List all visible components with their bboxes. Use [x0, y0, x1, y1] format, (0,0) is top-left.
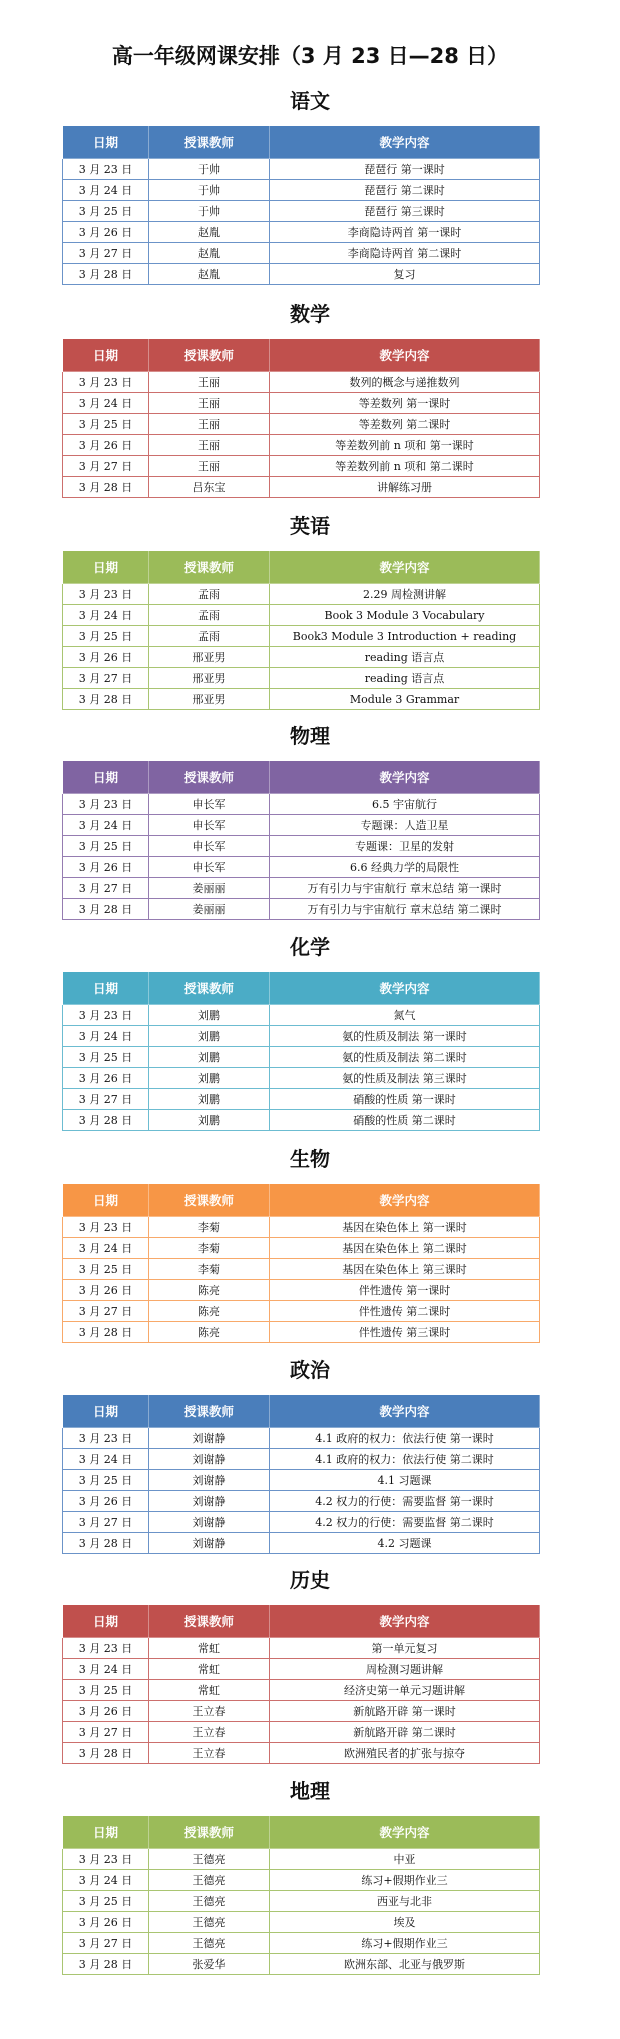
cell-date: 3 月 23 日 [63, 584, 149, 605]
cell-teacher: 赵胤 [149, 264, 270, 285]
cell-date: 3 月 27 日 [63, 1301, 149, 1322]
cell-content: 专题课：人造卫星 [270, 815, 540, 836]
cell-content: 埃及 [270, 1912, 540, 1933]
header-teacher: 授课教师 [149, 339, 270, 372]
schedule-table [62, 550, 540, 710]
table-header-row [63, 1184, 540, 1217]
table-row [63, 815, 540, 836]
header-date: 日期 [63, 1184, 149, 1217]
table-row [63, 477, 540, 498]
cell-content: 氨的性质及制法 第三课时 [270, 1068, 540, 1089]
table-row [63, 1005, 540, 1026]
table-row [63, 393, 540, 414]
table-row [63, 857, 540, 878]
cell-content: 氮气 [270, 1005, 540, 1026]
table-row [63, 1110, 540, 1131]
section-title: 英语 [290, 514, 330, 538]
cell-content: reading 语言点 [270, 668, 540, 689]
table-row [63, 372, 540, 393]
cell-teacher: 申长军 [149, 836, 270, 857]
cell-date: 3 月 23 日 [63, 372, 149, 393]
cell-date: 3 月 24 日 [63, 605, 149, 626]
cell-date: 3 月 25 日 [63, 201, 149, 222]
cell-content: 4.1 政府的权力：依法行使 第二课时 [270, 1449, 540, 1470]
cell-teacher: 孟雨 [149, 584, 270, 605]
cell-date: 3 月 26 日 [63, 1280, 149, 1301]
cell-date: 3 月 26 日 [63, 435, 149, 456]
header-teacher: 授课教师 [149, 761, 270, 794]
cell-teacher: 邢亚男 [149, 647, 270, 668]
cell-teacher: 于帅 [149, 201, 270, 222]
cell-teacher: 陈亮 [149, 1301, 270, 1322]
cell-content: 数列的概念与递推数列 [270, 372, 540, 393]
cell-content: 4.1 政府的权力：依法行使 第一课时 [270, 1428, 540, 1449]
cell-content: 2.29 周检测讲解 [270, 584, 540, 605]
cell-content: 等差数列 第一课时 [270, 393, 540, 414]
cell-content: 基因在染色体上 第三课时 [270, 1259, 540, 1280]
cell-teacher: 刘鹏 [149, 1026, 270, 1047]
cell-content: 基因在染色体上 第二课时 [270, 1238, 540, 1259]
header-date: 日期 [63, 551, 149, 584]
header-content: 教学内容 [270, 972, 540, 1005]
table-row [63, 159, 540, 180]
schedule-table [62, 971, 540, 1131]
cell-content: 等差数列前 n 项和 第二课时 [270, 456, 540, 477]
cell-teacher: 赵胤 [149, 243, 270, 264]
cell-content: 练习+假期作业三 [270, 1870, 540, 1891]
cell-date: 3 月 25 日 [63, 1259, 149, 1280]
cell-date: 3 月 23 日 [63, 159, 149, 180]
table-row [63, 180, 540, 201]
cell-teacher: 李菊 [149, 1217, 270, 1238]
table-row [63, 1701, 540, 1722]
cell-content: 硝酸的性质 第二课时 [270, 1110, 540, 1131]
table-row [63, 1954, 540, 1975]
table-row [63, 243, 540, 264]
cell-teacher: 邢亚男 [149, 689, 270, 710]
cell-teacher: 常虹 [149, 1680, 270, 1701]
cell-teacher: 王立春 [149, 1743, 270, 1764]
cell-teacher: 刘谢静 [149, 1512, 270, 1533]
table-row [63, 584, 540, 605]
cell-teacher: 刘鹏 [149, 1110, 270, 1131]
cell-date: 3 月 28 日 [63, 1110, 149, 1131]
cell-content: 伴性遗传 第一课时 [270, 1280, 540, 1301]
cell-date: 3 月 25 日 [63, 1891, 149, 1912]
cell-content: 伴性遗传 第二课时 [270, 1301, 540, 1322]
cell-teacher: 王丽 [149, 372, 270, 393]
cell-date: 3 月 23 日 [63, 1428, 149, 1449]
cell-teacher: 刘谢静 [149, 1491, 270, 1512]
cell-content: 专题课：卫星的发射 [270, 836, 540, 857]
section-title: 生物 [290, 1147, 330, 1171]
cell-teacher: 王德亮 [149, 1870, 270, 1891]
cell-content: 经济史第一单元习题讲解 [270, 1680, 540, 1701]
cell-content: 中亚 [270, 1849, 540, 1870]
section-title: 化学 [290, 935, 330, 959]
cell-date: 3 月 26 日 [63, 857, 149, 878]
cell-teacher: 刘谢静 [149, 1533, 270, 1554]
schedule-table [62, 1394, 540, 1554]
cell-content: 4.2 权力的行使：需要监督 第一课时 [270, 1491, 540, 1512]
cell-teacher: 刘谢静 [149, 1428, 270, 1449]
cell-teacher: 王德亮 [149, 1849, 270, 1870]
cell-content: 练习+假期作业三 [270, 1933, 540, 1954]
cell-date: 3 月 24 日 [63, 1026, 149, 1047]
cell-content: 4.2 权力的行使：需要监督 第二课时 [270, 1512, 540, 1533]
table-row [63, 1280, 540, 1301]
cell-teacher: 申长军 [149, 857, 270, 878]
table-row [63, 1891, 540, 1912]
header-content: 教学内容 [270, 1605, 540, 1638]
cell-content: 周检测习题讲解 [270, 1659, 540, 1680]
cell-date: 3 月 24 日 [63, 180, 149, 201]
cell-date: 3 月 27 日 [63, 1089, 149, 1110]
cell-date: 3 月 28 日 [63, 899, 149, 920]
table-row [63, 1512, 540, 1533]
cell-date: 3 月 25 日 [63, 1470, 149, 1491]
section-title: 物理 [290, 724, 330, 748]
cell-teacher: 孟雨 [149, 605, 270, 626]
table-row [63, 201, 540, 222]
cell-date: 3 月 28 日 [63, 477, 149, 498]
header-content: 教学内容 [270, 126, 540, 159]
cell-date: 3 月 23 日 [63, 794, 149, 815]
table-row [63, 626, 540, 647]
header-content: 教学内容 [270, 761, 540, 794]
cell-content: Book 3 Module 3 Vocabulary [270, 605, 540, 626]
schedule-table [62, 1183, 540, 1343]
table-header-row [63, 1816, 540, 1849]
cell-content: 硝酸的性质 第一课时 [270, 1089, 540, 1110]
table-row [63, 414, 540, 435]
cell-teacher: 常虹 [149, 1638, 270, 1659]
cell-date: 3 月 27 日 [63, 668, 149, 689]
table-row [63, 1680, 540, 1701]
table-row [63, 1533, 540, 1554]
table-row [63, 1047, 540, 1068]
table-row [63, 836, 540, 857]
cell-teacher: 王立春 [149, 1722, 270, 1743]
cell-content: 6.5 宇宙航行 [270, 794, 540, 815]
cell-teacher: 姜丽丽 [149, 878, 270, 899]
table-header-row [63, 1395, 540, 1428]
cell-date: 3 月 24 日 [63, 1870, 149, 1891]
header-teacher: 授课教师 [149, 1395, 270, 1428]
header-date: 日期 [63, 1605, 149, 1638]
table-row [63, 1722, 540, 1743]
cell-date: 3 月 26 日 [63, 1912, 149, 1933]
cell-content: 琵琶行 第一课时 [270, 159, 540, 180]
cell-content: 等差数列 第二课时 [270, 414, 540, 435]
table-row [63, 689, 540, 710]
table-row [63, 647, 540, 668]
cell-teacher: 常虹 [149, 1659, 270, 1680]
table-row [63, 1068, 540, 1089]
cell-content: 欧洲殖民者的扩张与掠夺 [270, 1743, 540, 1764]
table-row [63, 1470, 540, 1491]
cell-teacher: 陈亮 [149, 1322, 270, 1343]
cell-date: 3 月 25 日 [63, 1680, 149, 1701]
cell-content: 伴性遗传 第三课时 [270, 1322, 540, 1343]
table-row [63, 1089, 540, 1110]
table-header-row [63, 126, 540, 159]
table-row [63, 1491, 540, 1512]
cell-date: 3 月 25 日 [63, 836, 149, 857]
cell-teacher: 刘鹏 [149, 1047, 270, 1068]
cell-content: 新航路开辟 第二课时 [270, 1722, 540, 1743]
header-date: 日期 [63, 972, 149, 1005]
table-row [63, 668, 540, 689]
cell-content: 万有引力与宇宙航行 章末总结 第二课时 [270, 899, 540, 920]
table-row [63, 1449, 540, 1470]
cell-teacher: 王丽 [149, 393, 270, 414]
cell-content: 等差数列前 n 项和 第一课时 [270, 435, 540, 456]
table-row [63, 264, 540, 285]
section-title: 政治 [290, 1358, 330, 1382]
cell-content: 欧洲东部、北亚与俄罗斯 [270, 1954, 540, 1975]
table-row [63, 1912, 540, 1933]
header-teacher: 授课教师 [149, 126, 270, 159]
cell-content: Module 3 Grammar [270, 689, 540, 710]
cell-content: 基因在染色体上 第一课时 [270, 1217, 540, 1238]
cell-content: 琵琶行 第三课时 [270, 201, 540, 222]
table-header-row [63, 761, 540, 794]
cell-teacher: 吕东宝 [149, 477, 270, 498]
cell-teacher: 刘鹏 [149, 1068, 270, 1089]
header-date: 日期 [63, 1395, 149, 1428]
header-content: 教学内容 [270, 1816, 540, 1849]
schedule-table [62, 338, 540, 498]
cell-content: 李商隐诗两首 第二课时 [270, 243, 540, 264]
cell-content: 万有引力与宇宙航行 章末总结 第一课时 [270, 878, 540, 899]
cell-teacher: 刘谢静 [149, 1449, 270, 1470]
cell-teacher: 刘谢静 [149, 1470, 270, 1491]
schedule-table [62, 1604, 540, 1764]
table-row [63, 1322, 540, 1343]
table-row [63, 899, 540, 920]
cell-date: 3 月 28 日 [63, 1954, 149, 1975]
cell-content: 氨的性质及制法 第二课时 [270, 1047, 540, 1068]
cell-date: 3 月 28 日 [63, 1743, 149, 1764]
cell-date: 3 月 23 日 [63, 1638, 149, 1659]
cell-date: 3 月 27 日 [63, 456, 149, 477]
cell-content: 4.1 习题课 [270, 1470, 540, 1491]
cell-date: 3 月 27 日 [63, 1722, 149, 1743]
table-row [63, 1428, 540, 1449]
cell-teacher: 王丽 [149, 435, 270, 456]
cell-date: 3 月 26 日 [63, 1491, 149, 1512]
header-date: 日期 [63, 1816, 149, 1849]
cell-content: 西亚与北非 [270, 1891, 540, 1912]
cell-date: 3 月 23 日 [63, 1849, 149, 1870]
cell-date: 3 月 23 日 [63, 1217, 149, 1238]
section-title: 语文 [290, 89, 330, 113]
table-row [63, 1259, 540, 1280]
cell-date: 3 月 28 日 [63, 689, 149, 710]
table-header-row [63, 339, 540, 372]
table-row [63, 605, 540, 626]
header-teacher: 授课教师 [149, 1605, 270, 1638]
cell-content: 复习 [270, 264, 540, 285]
cell-date: 3 月 25 日 [63, 414, 149, 435]
cell-date: 3 月 24 日 [63, 1238, 149, 1259]
cell-content: reading 语言点 [270, 647, 540, 668]
cell-date: 3 月 27 日 [63, 243, 149, 264]
cell-teacher: 赵胤 [149, 222, 270, 243]
cell-date: 3 月 24 日 [63, 1449, 149, 1470]
table-row [63, 435, 540, 456]
cell-content: Book3 Module 3 Introduction + reading [270, 626, 540, 647]
cell-teacher: 申长军 [149, 815, 270, 836]
header-teacher: 授课教师 [149, 972, 270, 1005]
cell-teacher: 李菊 [149, 1259, 270, 1280]
table-header-row [63, 1605, 540, 1638]
table-row [63, 1933, 540, 1954]
cell-teacher: 王丽 [149, 414, 270, 435]
table-row [63, 794, 540, 815]
header-date: 日期 [63, 339, 149, 372]
schedule-table [62, 760, 540, 920]
cell-content: 讲解练习册 [270, 477, 540, 498]
cell-teacher: 王立春 [149, 1701, 270, 1722]
cell-teacher: 刘鹏 [149, 1089, 270, 1110]
cell-date: 3 月 27 日 [63, 1933, 149, 1954]
cell-content: 琵琶行 第二课时 [270, 180, 540, 201]
cell-date: 3 月 24 日 [63, 815, 149, 836]
cell-teacher: 于帅 [149, 159, 270, 180]
cell-teacher: 李菊 [149, 1238, 270, 1259]
cell-content: 4.2 习题课 [270, 1533, 540, 1554]
cell-teacher: 邢亚男 [149, 668, 270, 689]
cell-content: 6.6 经典力学的局限性 [270, 857, 540, 878]
table-row [63, 1659, 540, 1680]
section-title: 历史 [290, 1568, 330, 1592]
table-row [63, 1238, 540, 1259]
cell-content: 李商隐诗两首 第一课时 [270, 222, 540, 243]
table-row [63, 1217, 540, 1238]
header-teacher: 授课教师 [149, 551, 270, 584]
header-date: 日期 [63, 126, 149, 159]
cell-date: 3 月 24 日 [63, 1659, 149, 1680]
cell-teacher: 王德亮 [149, 1933, 270, 1954]
table-row [63, 1301, 540, 1322]
table-header-row [63, 551, 540, 584]
table-row [63, 1870, 540, 1891]
cell-date: 3 月 26 日 [63, 222, 149, 243]
table-header-row [63, 972, 540, 1005]
cell-date: 3 月 25 日 [63, 626, 149, 647]
cell-date: 3 月 24 日 [63, 393, 149, 414]
cell-date: 3 月 28 日 [63, 264, 149, 285]
cell-teacher: 王德亮 [149, 1912, 270, 1933]
schedule-table [62, 125, 540, 285]
cell-date: 3 月 28 日 [63, 1533, 149, 1554]
cell-teacher: 于帅 [149, 180, 270, 201]
section-title: 数学 [290, 302, 330, 326]
section-title: 地理 [290, 1779, 330, 1803]
cell-teacher: 申长军 [149, 794, 270, 815]
table-row [63, 1743, 540, 1764]
header-content: 教学内容 [270, 339, 540, 372]
cell-teacher: 陈亮 [149, 1280, 270, 1301]
page-title: 高一年级网课安排（3 月 23 日—28 日） [111, 44, 509, 68]
table-row [63, 1026, 540, 1047]
cell-teacher: 张爱华 [149, 1954, 270, 1975]
table-row [63, 456, 540, 477]
cell-teacher: 王丽 [149, 456, 270, 477]
cell-teacher: 王德亮 [149, 1891, 270, 1912]
cell-teacher: 孟雨 [149, 626, 270, 647]
header-date: 日期 [63, 761, 149, 794]
cell-teacher: 姜丽丽 [149, 899, 270, 920]
header-teacher: 授课教师 [149, 1816, 270, 1849]
cell-date: 3 月 26 日 [63, 1701, 149, 1722]
cell-date: 3 月 27 日 [63, 1512, 149, 1533]
cell-content: 新航路开辟 第一课时 [270, 1701, 540, 1722]
cell-date: 3 月 27 日 [63, 878, 149, 899]
cell-content: 氨的性质及制法 第一课时 [270, 1026, 540, 1047]
cell-date: 3 月 28 日 [63, 1322, 149, 1343]
header-content: 教学内容 [270, 1184, 540, 1217]
cell-date: 3 月 26 日 [63, 647, 149, 668]
table-row [63, 1638, 540, 1659]
table-row [63, 1849, 540, 1870]
cell-teacher: 刘鹏 [149, 1005, 270, 1026]
cell-date: 3 月 23 日 [63, 1005, 149, 1026]
cell-date: 3 月 26 日 [63, 1068, 149, 1089]
header-content: 教学内容 [270, 1395, 540, 1428]
table-row [63, 222, 540, 243]
header-teacher: 授课教师 [149, 1184, 270, 1217]
table-row [63, 878, 540, 899]
cell-date: 3 月 25 日 [63, 1047, 149, 1068]
schedule-table [62, 1815, 540, 1975]
header-content: 教学内容 [270, 551, 540, 584]
cell-content: 第一单元复习 [270, 1638, 540, 1659]
